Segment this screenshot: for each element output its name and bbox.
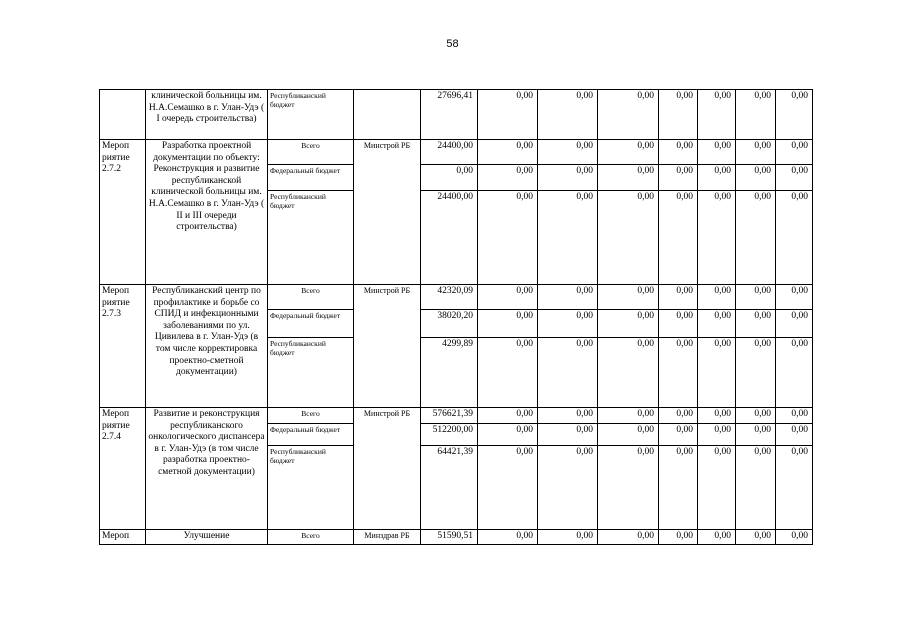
value-cell: 0,00 (736, 408, 776, 424)
value-cell: 0,00 (659, 338, 698, 408)
activity-name-cell: Разработка проектной документации по объекту: Реконструкция и развитие республиканской клинической больницы им. Н.А.Семашко в г. Улан-Удэ ( II и III очереди строительства) (146, 140, 268, 285)
value-cell: 0,00 (698, 424, 736, 446)
value-cell: 0,00 (538, 90, 598, 140)
value-cell: 51590,51 (421, 530, 478, 545)
value-cell: 24400,00 (421, 140, 478, 165)
value-cell: 0,00 (478, 530, 538, 545)
value-cell: 0,00 (478, 90, 538, 140)
value-cell: 0,00 (736, 140, 776, 165)
activity-id-cell (100, 90, 146, 140)
value-cell: 0,00 (659, 90, 698, 140)
value-cell: 0,00 (659, 408, 698, 424)
value-cell: 0,00 (776, 90, 813, 140)
activity-name-cell: Развитие и реконструкция республиканского онкологического диспансера в г. Улан-Удэ (в том числе разработка проектно-сметной документации) (146, 408, 268, 530)
value-cell: 0,00 (598, 90, 659, 140)
executor-cell: Минстрой РБ (354, 140, 421, 285)
activity-name-cell: Улучшение (146, 530, 268, 545)
value-cell: 576621,39 (421, 408, 478, 424)
value-cell: 0,00 (776, 338, 813, 408)
value-cell: 0,00 (478, 446, 538, 530)
value-cell: 0,00 (736, 310, 776, 338)
value-cell: 0,00 (698, 310, 736, 338)
value-cell: 0,00 (659, 446, 698, 530)
value-cell: 0,00 (598, 285, 659, 310)
funding-source-cell: Федеральный бюджет (268, 310, 354, 338)
value-cell: 0,00 (598, 191, 659, 285)
funding-source-cell: Федеральный бюджет (268, 165, 354, 191)
value-cell: 0,00 (659, 530, 698, 545)
value-cell: 0,00 (736, 90, 776, 140)
table-row (100, 90, 813, 140)
value-cell: 0,00 (538, 191, 598, 285)
activity-id-cell: Мероп риятие 2.7.2 (100, 140, 146, 285)
value-cell: 0,00 (698, 285, 736, 310)
value-cell: 0,00 (659, 191, 698, 285)
value-cell: 27696,41 (421, 90, 478, 140)
value-cell: 0,00 (538, 310, 598, 338)
value-cell: 42320,09 (421, 285, 478, 310)
value-cell: 0,00 (698, 140, 736, 165)
value-cell: 0,00 (736, 446, 776, 530)
activity-name-cell: клинической больницы им. Н.А.Семашко в г. Улан-Удэ ( I очередь строительства) (146, 90, 268, 140)
value-cell: 0,00 (538, 338, 598, 408)
value-cell: 0,00 (598, 424, 659, 446)
activity-name-cell: Республиканский центр по профилактике и борьбе со СПИД и инфекционными заболеваниями по ул. Цивилева в г. Улан-Удэ (в том числе корректировка проектно-сметной документации) (146, 285, 268, 408)
value-cell: 0,00 (776, 530, 813, 545)
value-cell: 0,00 (538, 424, 598, 446)
value-cell: 0,00 (776, 191, 813, 285)
funding-source-cell: Всего (268, 285, 354, 310)
value-cell: 0,00 (478, 408, 538, 424)
value-cell: 0,00 (776, 140, 813, 165)
table-row (100, 140, 813, 165)
value-cell: 0,00 (421, 165, 478, 191)
value-cell: 0,00 (478, 310, 538, 338)
funding-source-cell: Республиканский бюджет (268, 446, 354, 530)
value-cell: 0,00 (598, 446, 659, 530)
value-cell: 0,00 (478, 191, 538, 285)
funding-source-cell: Федеральный бюджет (268, 424, 354, 446)
value-cell: 0,00 (698, 530, 736, 545)
funding-source-cell: Всего (268, 530, 354, 545)
executor-cell: Минстрой РБ (354, 408, 421, 530)
table-row (100, 530, 813, 545)
value-cell: 0,00 (478, 165, 538, 191)
value-cell: 0,00 (736, 530, 776, 545)
value-cell: 4299,89 (421, 338, 478, 408)
value-cell: 0,00 (538, 285, 598, 310)
value-cell: 0,00 (598, 140, 659, 165)
value-cell: 0,00 (538, 165, 598, 191)
executor-cell: Минздрав РБ (354, 530, 421, 545)
value-cell: 0,00 (538, 408, 598, 424)
value-cell: 0,00 (698, 408, 736, 424)
value-cell: 512200,00 (421, 424, 478, 446)
value-cell: 0,00 (538, 140, 598, 165)
value-cell: 0,00 (598, 310, 659, 338)
executor-cell (354, 90, 421, 140)
value-cell: 0,00 (776, 446, 813, 530)
value-cell: 0,00 (736, 424, 776, 446)
value-cell: 0,00 (776, 424, 813, 446)
value-cell: 64421,39 (421, 446, 478, 530)
value-cell: 0,00 (659, 285, 698, 310)
executor-cell: Минстрой РБ (354, 285, 421, 408)
table-row (100, 285, 813, 310)
value-cell: 24400,00 (421, 191, 478, 285)
funding-source-cell: Республиканский бюджет (268, 191, 354, 285)
value-cell: 0,00 (659, 310, 698, 338)
value-cell: 0,00 (598, 530, 659, 545)
value-cell: 0,00 (538, 530, 598, 545)
value-cell: 0,00 (776, 310, 813, 338)
activity-id-cell: Мероп риятие 2.7.4 (100, 408, 146, 530)
value-cell: 0,00 (478, 424, 538, 446)
value-cell: 0,00 (538, 446, 598, 530)
value-cell: 0,00 (598, 408, 659, 424)
table-row (100, 408, 813, 424)
budget-table (99, 89, 813, 545)
value-cell: 0,00 (659, 165, 698, 191)
value-cell: 0,00 (598, 165, 659, 191)
value-cell: 0,00 (598, 338, 659, 408)
value-cell: 0,00 (478, 338, 538, 408)
value-cell: 0,00 (698, 165, 736, 191)
value-cell: 0,00 (776, 285, 813, 310)
value-cell: 0,00 (698, 446, 736, 530)
value-cell: 0,00 (736, 191, 776, 285)
value-cell: 0,00 (736, 285, 776, 310)
value-cell: 0,00 (698, 90, 736, 140)
value-cell: 0,00 (478, 140, 538, 165)
funding-source-cell: Республиканский бюджет (268, 90, 354, 140)
funding-source-cell: Всего (268, 140, 354, 165)
value-cell: 0,00 (698, 338, 736, 408)
activity-id-cell: Мероп риятие 2.7.3 (100, 285, 146, 408)
value-cell: 0,00 (776, 408, 813, 424)
value-cell: 0,00 (698, 191, 736, 285)
value-cell: 0,00 (776, 165, 813, 191)
value-cell: 0,00 (736, 338, 776, 408)
funding-source-cell: Всего (268, 408, 354, 424)
value-cell: 38020,20 (421, 310, 478, 338)
value-cell: 0,00 (736, 165, 776, 191)
value-cell: 0,00 (659, 140, 698, 165)
value-cell: 0,00 (659, 424, 698, 446)
activity-id-cell: Мероп (100, 530, 146, 545)
funding-source-cell: Республиканский бюджет (268, 338, 354, 408)
value-cell: 0,00 (478, 285, 538, 310)
page-number: 58 (446, 38, 459, 50)
